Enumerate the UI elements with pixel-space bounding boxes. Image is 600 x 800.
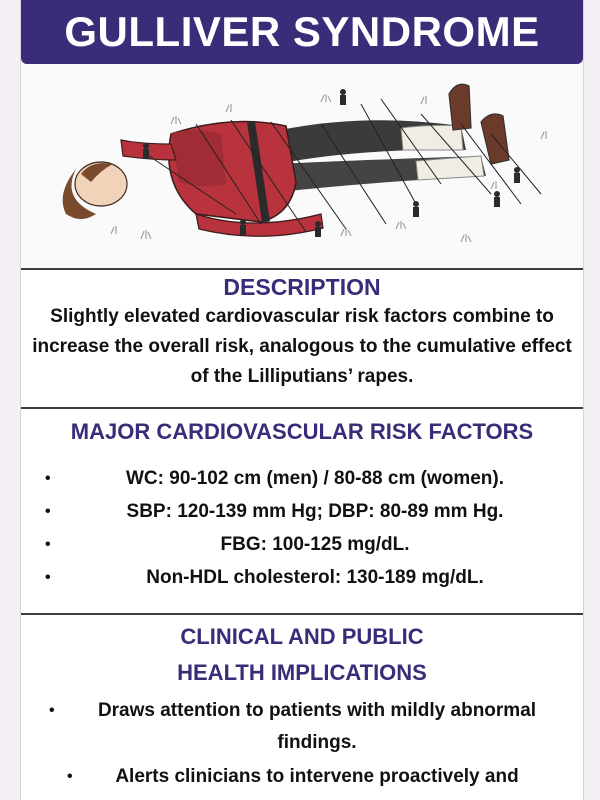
risk-factor-item <box>21 462 583 495</box>
gulliver-figure <box>21 64 583 268</box>
infographic-sheet <box>20 0 584 800</box>
gulliver-illustration <box>21 64 583 268</box>
implications-heading-line2: HEALTH IMPLICATIONS <box>177 660 427 685</box>
bullet-icon: • <box>45 569 51 586</box>
implications-heading-line1: CLINICAL AND PUBLIC <box>180 624 424 649</box>
risk-factor-text: SBP: 120-139 mm Hg; DBP: 80-89 mm Hg. <box>126 501 504 522</box>
implication-item <box>21 695 583 759</box>
risk-factor-text: FBG: 100-125 mg/dL. <box>220 534 410 555</box>
risk-factor-text: Non-HDL cholesterol: 130-189 mg/dL. <box>146 567 484 588</box>
risk-factors-list <box>21 462 583 594</box>
risk-factor-text: WC: 90-102 cm (men) / 80-88 cm (women). <box>126 468 504 489</box>
title-banner <box>21 0 583 64</box>
description-heading: DESCRIPTION <box>223 274 381 300</box>
implication-text: Alerts clinicians to intervene proactively and <box>115 766 519 787</box>
page-title: GULLIVER SYNDROME <box>64 8 540 55</box>
description-text: Slightly elevated cardiovascular risk factors combine to increase the overall risk, analogous to the cumulative effect of the Lilliputians’ rapes. <box>32 306 572 387</box>
risk-factor-item <box>21 528 583 561</box>
implications-list <box>21 695 583 793</box>
implication-text: Draws attention to patients with mildly abnormal findings. <box>97 700 537 753</box>
risk-factor-item <box>21 561 583 594</box>
section-divider <box>21 268 583 270</box>
bullet-icon: • <box>67 768 73 785</box>
bullet-icon: • <box>49 702 55 719</box>
risk-factor-item <box>21 495 583 528</box>
bullet-icon: • <box>45 503 51 520</box>
bullet-icon: • <box>45 470 51 487</box>
section-divider <box>21 613 583 615</box>
bullet-icon: • <box>45 536 51 553</box>
boot-left <box>449 84 471 130</box>
implication-item <box>21 761 583 793</box>
risk-factors-heading: MAJOR CARDIOVASCULAR RISK FACTORS <box>70 419 534 444</box>
section-divider <box>21 407 583 409</box>
